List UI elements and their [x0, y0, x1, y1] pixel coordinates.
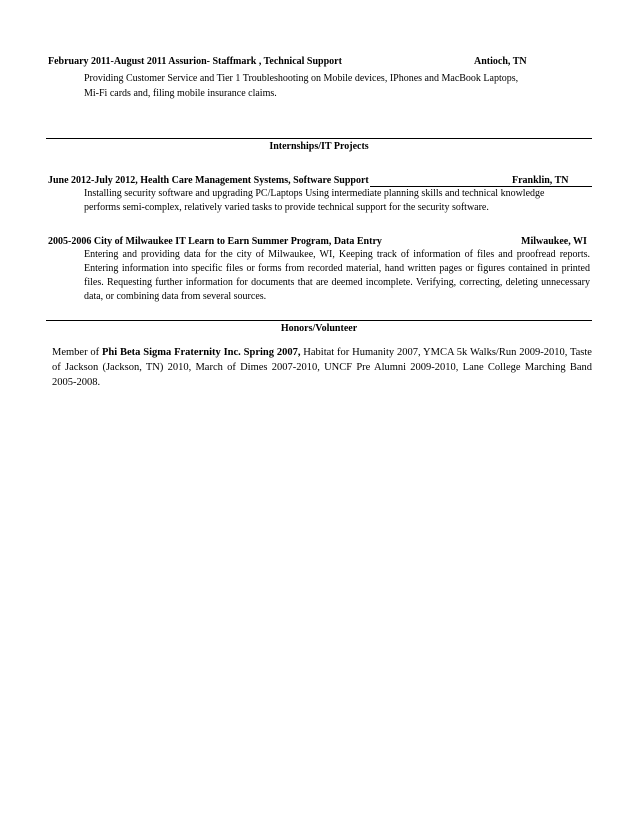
proj1-desc-line2: performs semi-complex, relatively varied tasks to provide technical support for the security software.	[84, 202, 489, 213]
internships-heading: Internships/IT Projects	[269, 141, 369, 152]
job1-desc-line2: Mi-Fi cards and, filing mobile insurance claims.	[84, 88, 277, 99]
proj1-location: Franklin, TN	[512, 175, 569, 186]
job1-header	[48, 55, 342, 69]
proj2-dates: 2005-2006	[48, 236, 92, 247]
honors-paragraph	[52, 345, 592, 390]
job1-location: Antioch, TN	[474, 56, 527, 67]
proj2-desc: Entering and providing data for the city of Milwaukee, WI, Keeping track of information of files and proofread reports. Entering information into specific files or forms from recorded material, hand written pages or figures contained in printed files. Requesting further information for documents that are deemed incomplete. Verifying, correcting, deleting unnecessary data, or combining data from several sources.	[84, 249, 590, 302]
proj1-header	[48, 174, 369, 188]
section-divider	[46, 320, 592, 321]
proj1-title: Health Care Management Systems, Software Support	[140, 175, 369, 186]
proj1-desc-line1: Installing security software and upgrading PC/Laptops Using intermediate planning skills and technical knowledge	[84, 188, 545, 199]
honors-rest: Habitat for Humanity 2007, YMCA 5k Walks/Run 2009-2010, Taste of Jackson (Jackson, TN) 2010, March of Dimes 2007-2010, UNCF Pre Alumni 2009-2010, Lane College Marching Band 2005-2008.	[52, 347, 592, 388]
proj1-dates: June 2012-July 2012,	[48, 175, 138, 186]
proj2-header	[48, 235, 382, 249]
proj2-location: Milwaukee, WI	[521, 236, 587, 247]
job1-dates: February 2011-August 2011	[48, 56, 167, 67]
honors-org: Phi Beta Sigma Fraternity Inc. Spring 2007,	[102, 347, 301, 358]
job1-title: Assurion- Staffmark , Technical Support	[168, 56, 342, 67]
honors-prefix: Member of	[52, 347, 102, 358]
section-divider	[46, 138, 592, 139]
proj2-title: City of Milwaukee IT Learn to Earn Summer Program, Data Entry	[93, 236, 382, 247]
job1-desc-line1: Providing Customer Service and Tier 1 Troubleshooting on Mobile devices, IPhones and MacBook Laptops,	[84, 73, 519, 84]
honors-heading: Honors/Volunteer	[280, 323, 358, 334]
